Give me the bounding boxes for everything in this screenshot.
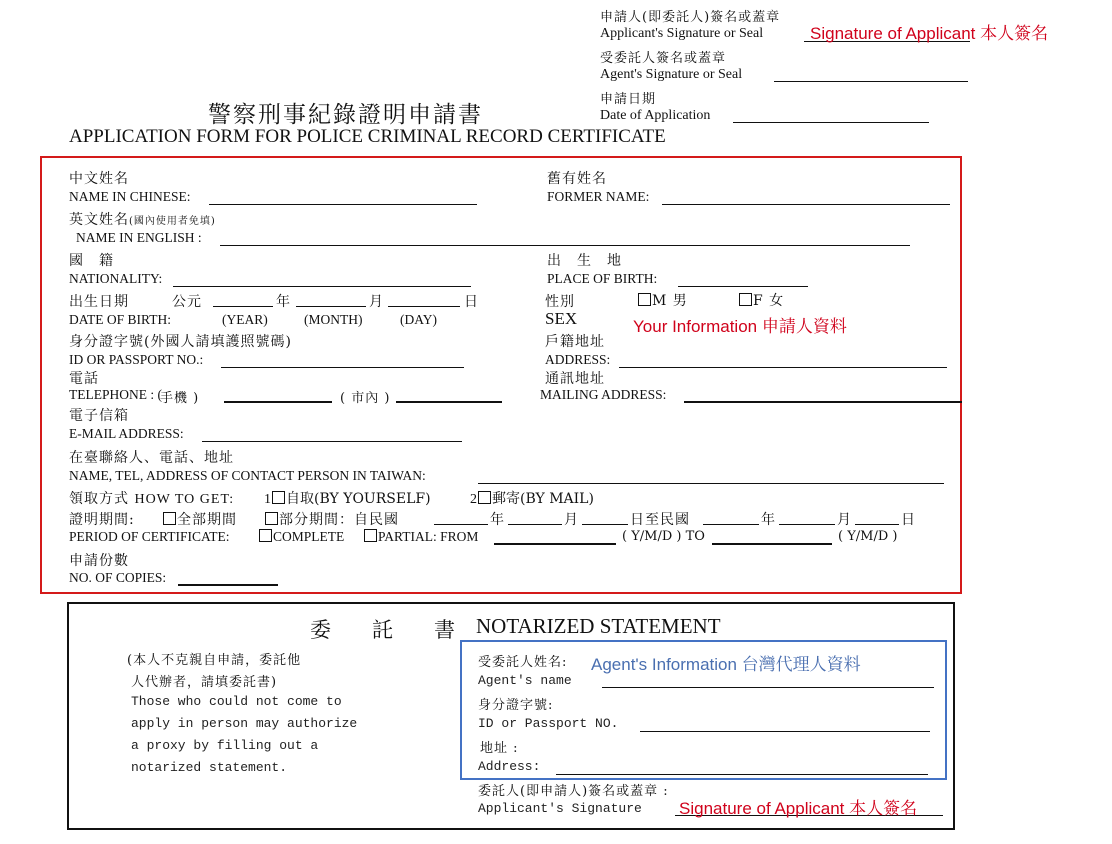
sex-female-checkbox[interactable]	[739, 293, 752, 306]
notarized-note-zh-2: 人代辦者，請填委託書)	[131, 675, 278, 690]
former-name-field[interactable]	[662, 204, 950, 205]
nationality-field[interactable]	[173, 286, 471, 287]
mail-checkbox[interactable]	[478, 491, 491, 504]
period-complete-checkbox[interactable]	[259, 529, 272, 542]
period-all-checkbox[interactable]	[163, 512, 176, 525]
name-english-label-en: NAME IN ENGLISH :	[76, 230, 202, 245]
period-ymd-to-text: ( Y/M/D ) TO	[622, 529, 705, 544]
sex-male-option[interactable]	[637, 290, 688, 310]
period-part-option[interactable]	[264, 509, 399, 529]
dob-day-char: 日	[464, 294, 479, 310]
form-title-zh: 警察刑事紀錄證明申請書	[208, 102, 483, 128]
nationality-label-zh: 國 籍	[69, 253, 114, 269]
sex-female-option[interactable]	[738, 290, 784, 310]
email-field[interactable]	[202, 441, 462, 442]
name-english-zh-text: 英文姓名	[69, 212, 129, 228]
dob-label-zh: 出生日期	[69, 294, 129, 310]
applicant-signature-label-zh: 申請人(即委託人)簽名或蓋章	[600, 10, 781, 25]
telephone-home-label: ( 市內 )	[340, 391, 391, 406]
id-label-en: ID OR PASSPORT NO.:	[69, 352, 204, 367]
notarized-applicant-signature-label-zh: 委託人(即申請人)簽名或蓋章 :	[478, 784, 669, 799]
birthplace-label-en: PLACE OF BIRTH:	[547, 271, 658, 286]
pickup-checkbox[interactable]	[272, 491, 285, 504]
how-to-get-row	[69, 488, 234, 508]
period-day-to-text: 日至民國	[630, 512, 690, 528]
application-date-label-en: Date of Application	[600, 108, 711, 123]
dob-month-char: 月	[369, 294, 384, 310]
notarized-title-en: NOTARIZED STATEMENT	[476, 614, 721, 638]
period-to-field[interactable]	[712, 543, 832, 545]
period-from-year-field[interactable]	[434, 524, 488, 525]
dob-day-field[interactable]	[388, 306, 460, 307]
id-field[interactable]	[221, 367, 464, 368]
address-field[interactable]	[619, 367, 947, 368]
address-label-en: ADDRESS:	[545, 352, 611, 367]
dob-year-field[interactable]	[213, 306, 273, 307]
name-chinese-label-zh: 中文姓名	[69, 171, 129, 187]
notarized-note-en-1: Those who could not come to	[131, 694, 342, 709]
dob-year-char: 年	[276, 294, 291, 310]
mailing-address-label-en: MAILING ADDRESS:	[540, 387, 667, 402]
applicant-signature-annotation: Signature of Applicant 本人簽名	[810, 24, 1049, 43]
period-from-day-field[interactable]	[582, 524, 628, 525]
period-part-checkbox[interactable]	[265, 512, 278, 525]
your-information-annotation: Your Information 申請人資料	[633, 317, 847, 336]
telephone-label-en: TELEPHONE : (	[69, 387, 162, 402]
copies-field[interactable]	[178, 584, 278, 586]
period-month2-char: 月	[837, 512, 852, 528]
form-title-en: APPLICATION FORM FOR POLICE CRIMINAL RECORD CERTIFICATE	[69, 126, 666, 147]
agent-name-field[interactable]	[602, 687, 934, 688]
pickup-option[interactable]	[264, 488, 431, 508]
agent-id-label-zh: 身分證字號:	[478, 698, 554, 713]
email-label-en: E-MAIL ADDRESS:	[69, 426, 184, 441]
period-partial-text: PARTIAL: FROM	[378, 529, 479, 544]
former-name-label-en: FORMER NAME:	[547, 189, 650, 204]
period-part-text: 部分期間：自民國	[279, 512, 399, 528]
pickup-option-number: 1	[264, 492, 271, 507]
agent-address-label-zh: 地址 :	[480, 741, 519, 756]
how-to-get-label-zh: 領取方式	[69, 491, 129, 507]
agent-signature-label-en: Agent's Signature or Seal	[600, 67, 743, 82]
agent-address-label-en: Address:	[478, 759, 541, 774]
dob-month-field[interactable]	[296, 306, 366, 307]
copies-label-en: NO. OF COPIES:	[69, 570, 167, 585]
notarized-title-zh: 委 託 書	[310, 618, 465, 642]
name-english-label-zh	[69, 209, 216, 229]
period-partial-option[interactable]	[363, 529, 478, 545]
former-name-label-zh: 舊有姓名	[547, 171, 607, 187]
sex-label-zh: 性別	[545, 294, 575, 310]
dob-year-en: (YEAR)	[222, 312, 268, 327]
id-label-zh: 身分證字號(外國人請填護照號碼)	[69, 334, 292, 350]
period-complete-option[interactable]	[258, 529, 344, 545]
agent-id-field[interactable]	[640, 731, 930, 732]
notarized-note-en-4: notarized statement.	[131, 760, 288, 775]
telephone-home-field[interactable]	[396, 401, 502, 403]
period-year2-char: 年	[761, 512, 776, 528]
contact-person-field[interactable]	[478, 483, 944, 484]
agent-id-label-en: ID or Passport NO.	[478, 716, 619, 731]
telephone-mobile-label: 手機 )	[160, 391, 200, 406]
birthplace-field[interactable]	[678, 286, 808, 287]
agent-information-annotation: Agent's Information 台灣代理人資料	[591, 655, 861, 674]
contact-person-label-en: NAME, TEL, ADDRESS OF CONTACT PERSON IN TAIWAN:	[69, 468, 426, 483]
sex-male-checkbox[interactable]	[638, 293, 651, 306]
period-complete-text: COMPLETE	[273, 529, 345, 544]
sex-label-en: SEX	[545, 309, 578, 328]
name-english-note: (國內使用者免填)	[129, 216, 216, 227]
address-label-zh: 戶籍地址	[545, 334, 605, 350]
period-year-char: 年	[490, 512, 505, 528]
period-from-field[interactable]	[494, 543, 616, 545]
notarized-applicant-signature-annotation: Signature of Applicant 本人簽名	[679, 799, 918, 818]
applicant-signature-label-en: Applicant's Signature or Seal	[600, 26, 764, 41]
period-all-option[interactable]	[162, 509, 237, 529]
name-chinese-field[interactable]	[209, 204, 477, 205]
sex-male-text: M 男	[652, 293, 688, 309]
nationality-label-en: NATIONALITY:	[69, 271, 163, 286]
agent-name-label-en: Agent's name	[478, 673, 572, 688]
period-from-month-field[interactable]	[508, 524, 562, 525]
period-month-char: 月	[564, 512, 579, 528]
dob-day-en: (DAY)	[400, 312, 437, 327]
mailing-address-label-zh: 通訊地址	[545, 371, 605, 387]
how-to-get-label-en: HOW TO GET:	[134, 492, 235, 507]
agent-address-field[interactable]	[556, 774, 928, 775]
mailing-address-field[interactable]	[684, 401, 962, 403]
period-day2-char: 日	[901, 512, 916, 528]
agent-signature-label-zh: 受委託人簽名或蓋章	[600, 51, 727, 66]
period-to-month-field[interactable]	[779, 524, 835, 525]
agent-name-label-zh: 受委託人姓名:	[478, 655, 568, 670]
period-label-en: PERIOD OF CERTIFICATE:	[69, 529, 230, 544]
notarized-note-en-2: apply in person may authorize	[131, 716, 358, 731]
notarized-note-en-3: a proxy by filling out a	[131, 738, 319, 753]
pickup-option-text: 自取(BY YOURSELF)	[286, 491, 431, 507]
application-date-line[interactable]	[733, 122, 929, 123]
name-english-field[interactable]	[220, 245, 910, 246]
copies-label-zh: 申請份數	[69, 553, 129, 569]
period-all-text: 全部期間	[177, 512, 237, 528]
mail-option-text: 郵寄(BY MAIL)	[492, 491, 594, 507]
period-to-day-field[interactable]	[855, 524, 899, 525]
name-chinese-label-en: NAME IN CHINESE:	[69, 189, 191, 204]
notarized-applicant-signature-label-en: Applicant's Signature	[478, 801, 642, 816]
agent-signature-line[interactable]	[774, 81, 968, 82]
dob-month-en: (MONTH)	[304, 312, 363, 327]
dob-gongyuan: 公元	[172, 294, 202, 310]
dob-label-en: DATE OF BIRTH:	[69, 312, 171, 327]
birthplace-label-zh: 出 生 地	[547, 253, 622, 269]
application-date-label-zh: 申請日期	[600, 92, 657, 107]
period-label-zh: 證明期間:	[69, 512, 135, 528]
period-partial-checkbox[interactable]	[364, 529, 377, 542]
period-ymd-end-text: ( Y/M/D )	[838, 529, 898, 544]
telephone-label-zh: 電話	[69, 371, 99, 387]
telephone-mobile-field[interactable]	[224, 401, 332, 403]
sex-female-text: F 女	[753, 293, 785, 309]
period-to-year-field[interactable]	[703, 524, 759, 525]
contact-person-label-zh: 在臺聯絡人、電話、地址	[69, 450, 234, 466]
notarized-note-zh-1: (本人不克親自申請，委託他	[127, 653, 302, 668]
email-label-zh: 電子信箱	[69, 408, 129, 424]
mail-option[interactable]	[470, 488, 594, 508]
mail-option-number: 2	[470, 492, 477, 507]
